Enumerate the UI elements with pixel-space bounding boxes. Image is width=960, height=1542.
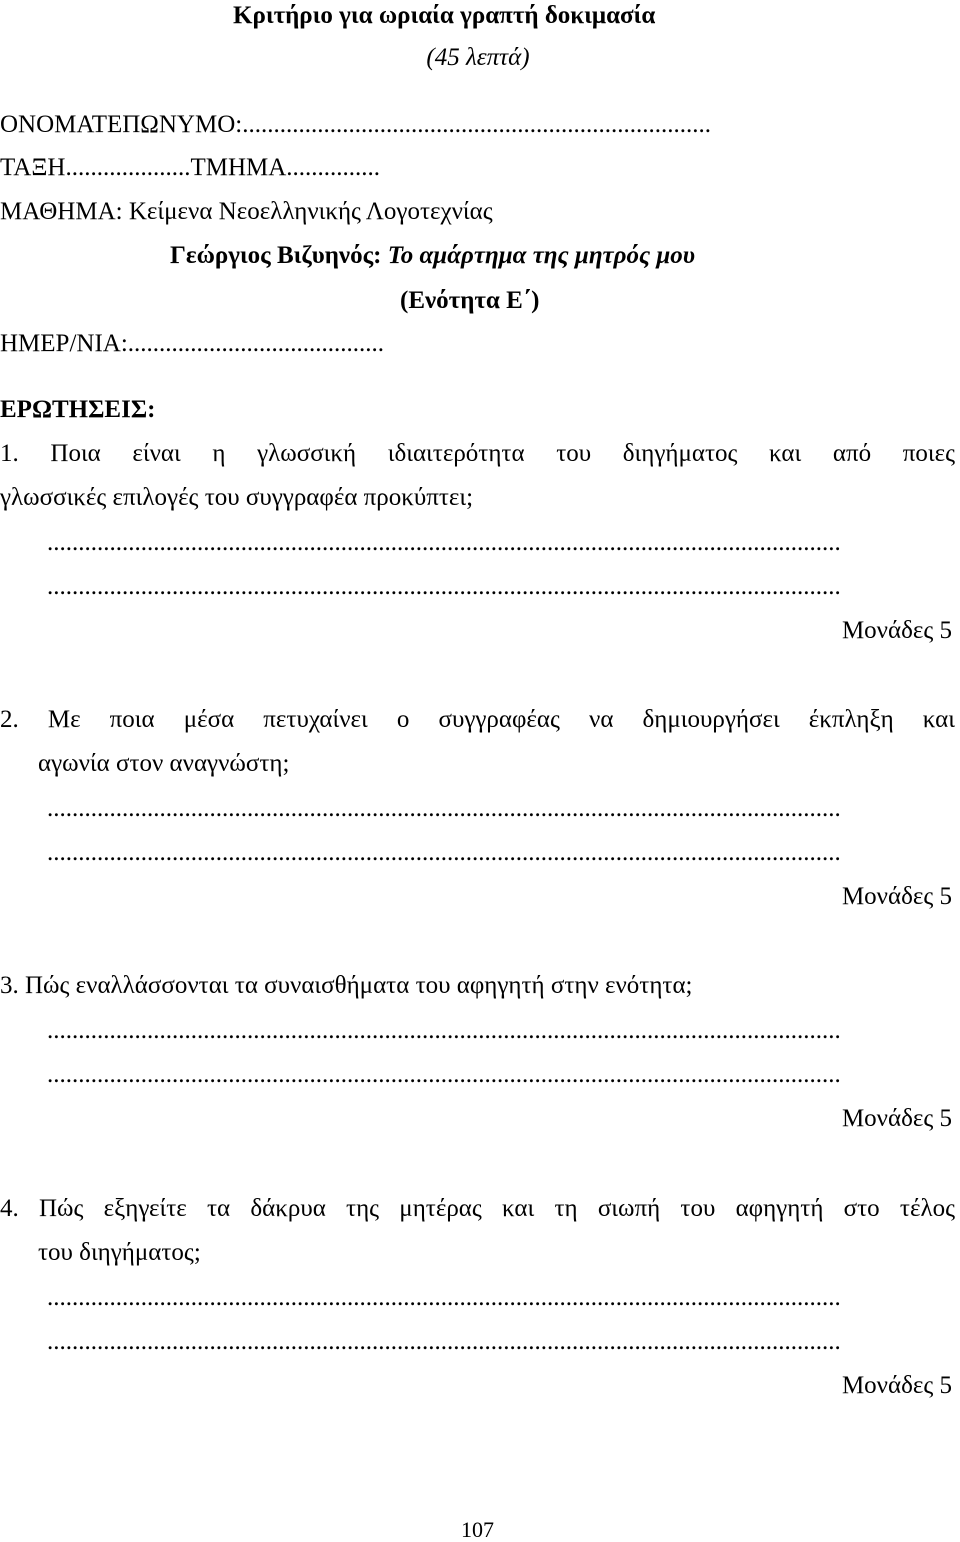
- answer-line: ...............................................................................................................................: [47, 1018, 841, 1043]
- page-number: 107: [461, 1517, 494, 1542]
- question-2-text-cont: αγωνία στον αναγνώστη;: [38, 750, 290, 777]
- question-1-text: 1. Ποια είναι η γλωσσική ιδιαιτερότητα του διηγήματος και από ποιες: [0, 440, 955, 467]
- author-name: Γεώργιος Βιζυηνός:: [170, 242, 382, 269]
- answer-line: ...............................................................................................................................: [47, 1329, 841, 1354]
- work-title: Το αμάρτημα της μητρός μου: [387, 242, 696, 269]
- author-work-line: [170, 243, 695, 268]
- answer-line: ...............................................................................................................................: [47, 574, 841, 599]
- unit-label: (Ενότητα Ε΄): [400, 287, 540, 314]
- question-4-text: 4. Πώς εξηγείτε τα δάκρυα της μητέρας και τη σιωπή του αφηγητή στο τέλος: [0, 1195, 955, 1222]
- date-field: ΗΜΕΡ/ΝΙΑ:.........................................: [0, 331, 385, 356]
- points-label: Μονάδες 5: [841, 883, 952, 910]
- question-4-text-cont: του διηγήματος;: [38, 1239, 201, 1266]
- answer-line: ...............................................................................................................................: [47, 796, 841, 821]
- subject-line: ΜΑΘΗΜΑ: Κείμενα Νεοελληνικής Λογοτεχνίας: [0, 198, 493, 225]
- points-label: Μονάδες 5: [841, 1105, 952, 1132]
- answer-line: ...............................................................................................................................: [47, 1062, 841, 1087]
- points-label: Μονάδες 5: [841, 1372, 952, 1399]
- duration-label: (45 λεπτά): [426, 44, 530, 71]
- questions-heading: ΕΡΩΤΗΣΕΙΣ:: [0, 396, 156, 423]
- question-2-text: 2. Με ποια μέσα πετυχαίνει ο συγγραφέας να δημιουργήσει έκπληξη και: [0, 706, 955, 733]
- points-label: Μονάδες 5: [841, 617, 952, 644]
- answer-line: ...............................................................................................................................: [47, 1285, 841, 1310]
- question-3-text: 3. Πώς εναλλάσσονται τα συναισθήματα του αφηγητή στην ενότητα;: [0, 972, 693, 999]
- answer-line: ...............................................................................................................................: [47, 840, 841, 865]
- answer-line: ...............................................................................................................................: [47, 530, 841, 555]
- question-1-text-cont: γλωσσικές επιλογές του συγγραφέα προκύπτει;: [0, 484, 474, 511]
- name-field: ΟΝΟΜΑΤΕΠΩΝΥΜΟ:...........................................................................: [0, 112, 711, 137]
- page-title: Κριτήριο για ωριαία γραπτή δοκιμασία: [233, 2, 656, 29]
- class-field: ΤΑΞΗ....................ΤΜΗΜΑ...............: [0, 155, 381, 180]
